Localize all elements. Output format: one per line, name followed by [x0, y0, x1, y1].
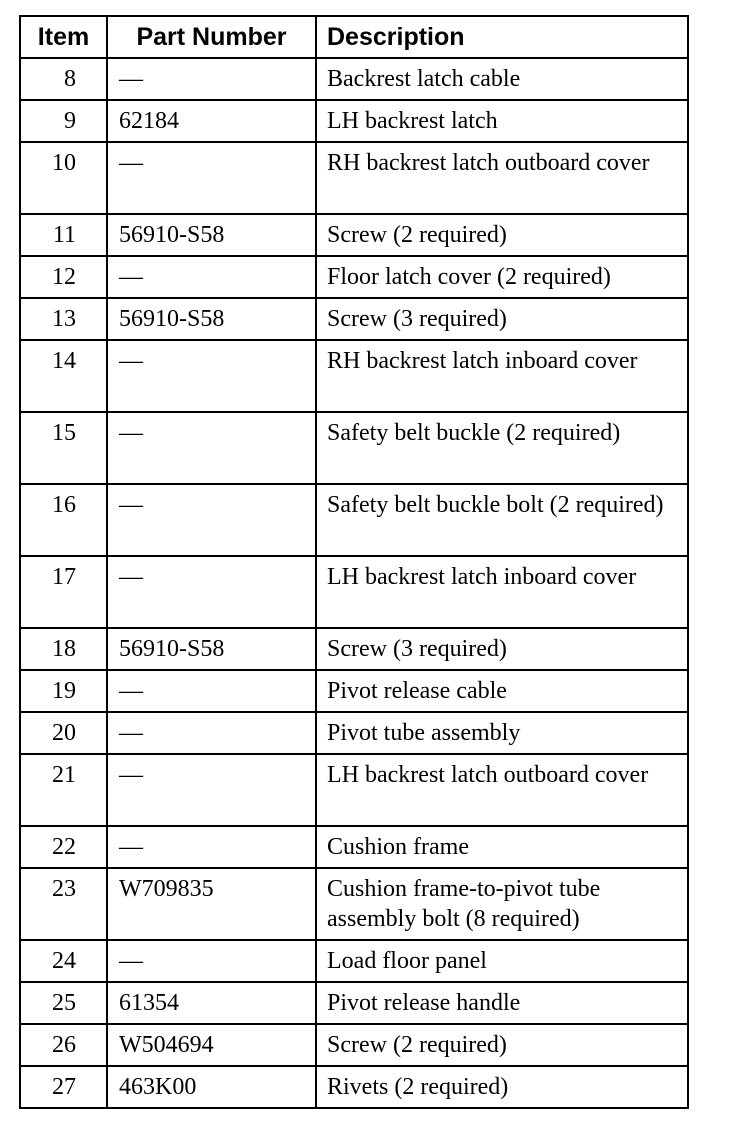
item-cell: 25 — [20, 982, 107, 1024]
table-row — [20, 214, 688, 256]
table-row — [20, 628, 688, 670]
item-cell: 12 — [20, 256, 107, 298]
item-cell: 9 — [20, 100, 107, 142]
header-description: Description — [316, 16, 688, 58]
part-number-cell: 61354 — [107, 982, 316, 1024]
item-cell: 14 — [20, 340, 107, 412]
part-number-cell: — — [107, 712, 316, 754]
part-number-cell: 62184 — [107, 100, 316, 142]
table-row — [20, 754, 688, 826]
table-row — [20, 712, 688, 754]
table-row — [20, 1066, 688, 1108]
table-row — [20, 556, 688, 628]
table-header — [20, 16, 688, 58]
header-part-number: Part Number — [107, 16, 316, 58]
item-cell: 22 — [20, 826, 107, 868]
description-cell: Screw (2 required) — [316, 1024, 688, 1066]
description-cell: LH backrest latch outboard cover — [316, 754, 688, 826]
table-row — [20, 1024, 688, 1066]
item-cell: 18 — [20, 628, 107, 670]
description-cell: Screw (3 required) — [316, 298, 688, 340]
table-row — [20, 100, 688, 142]
item-cell: 20 — [20, 712, 107, 754]
parts-table — [19, 15, 689, 1109]
table-row — [20, 868, 688, 940]
item-cell: 17 — [20, 556, 107, 628]
description-cell: LH backrest latch — [316, 100, 688, 142]
item-cell: 26 — [20, 1024, 107, 1066]
item-cell: 21 — [20, 754, 107, 826]
item-cell: 15 — [20, 412, 107, 484]
part-number-cell: — — [107, 256, 316, 298]
description-cell: Cushion frame — [316, 826, 688, 868]
part-number-cell: W709835 — [107, 868, 316, 940]
item-cell: 27 — [20, 1066, 107, 1108]
header-row — [20, 16, 688, 58]
part-number-cell: — — [107, 826, 316, 868]
part-number-cell: — — [107, 484, 316, 556]
table-row — [20, 670, 688, 712]
part-number-cell: 56910-S58 — [107, 628, 316, 670]
description-cell: Backrest latch cable — [316, 58, 688, 100]
description-cell: Pivot tube assembly — [316, 712, 688, 754]
header-item: Item — [20, 16, 107, 58]
table-row — [20, 982, 688, 1024]
table-row — [20, 412, 688, 484]
table-row — [20, 484, 688, 556]
part-number-cell: — — [107, 340, 316, 412]
part-number-cell: — — [107, 412, 316, 484]
table-row — [20, 940, 688, 982]
item-cell: 16 — [20, 484, 107, 556]
part-number-cell: — — [107, 556, 316, 628]
item-cell: 11 — [20, 214, 107, 256]
part-number-cell: 56910-S58 — [107, 298, 316, 340]
description-cell: LH backrest latch inboard cover — [316, 556, 688, 628]
table-row — [20, 58, 688, 100]
item-cell: 19 — [20, 670, 107, 712]
table-row — [20, 142, 688, 214]
part-number-cell: — — [107, 754, 316, 826]
table-row — [20, 298, 688, 340]
description-cell: RH backrest latch outboard cover — [316, 142, 688, 214]
description-cell: Screw (2 required) — [316, 214, 688, 256]
item-cell: 24 — [20, 940, 107, 982]
item-cell: 8 — [20, 58, 107, 100]
table-row — [20, 340, 688, 412]
description-cell: Safety belt buckle (2 required) — [316, 412, 688, 484]
part-number-cell: — — [107, 58, 316, 100]
description-cell: Floor latch cover (2 required) — [316, 256, 688, 298]
description-cell: RH backrest latch inboard cover — [316, 340, 688, 412]
description-cell: Load floor panel — [316, 940, 688, 982]
description-cell: Pivot release handle — [316, 982, 688, 1024]
item-cell: 23 — [20, 868, 107, 940]
description-cell: Cushion frame-to-pivot tube assembly bolt (8 required) — [316, 868, 688, 940]
table-body — [20, 58, 688, 1108]
part-number-cell: W504694 — [107, 1024, 316, 1066]
part-number-cell: — — [107, 940, 316, 982]
item-cell: 10 — [20, 142, 107, 214]
description-cell: Rivets (2 required) — [316, 1066, 688, 1108]
table-row — [20, 826, 688, 868]
description-cell: Screw (3 required) — [316, 628, 688, 670]
part-number-cell: 463K00 — [107, 1066, 316, 1108]
table-row — [20, 256, 688, 298]
part-number-cell: — — [107, 142, 316, 214]
part-number-cell: — — [107, 670, 316, 712]
description-cell: Safety belt buckle bolt (2 required) — [316, 484, 688, 556]
item-cell: 13 — [20, 298, 107, 340]
description-cell: Pivot release cable — [316, 670, 688, 712]
part-number-cell: 56910-S58 — [107, 214, 316, 256]
